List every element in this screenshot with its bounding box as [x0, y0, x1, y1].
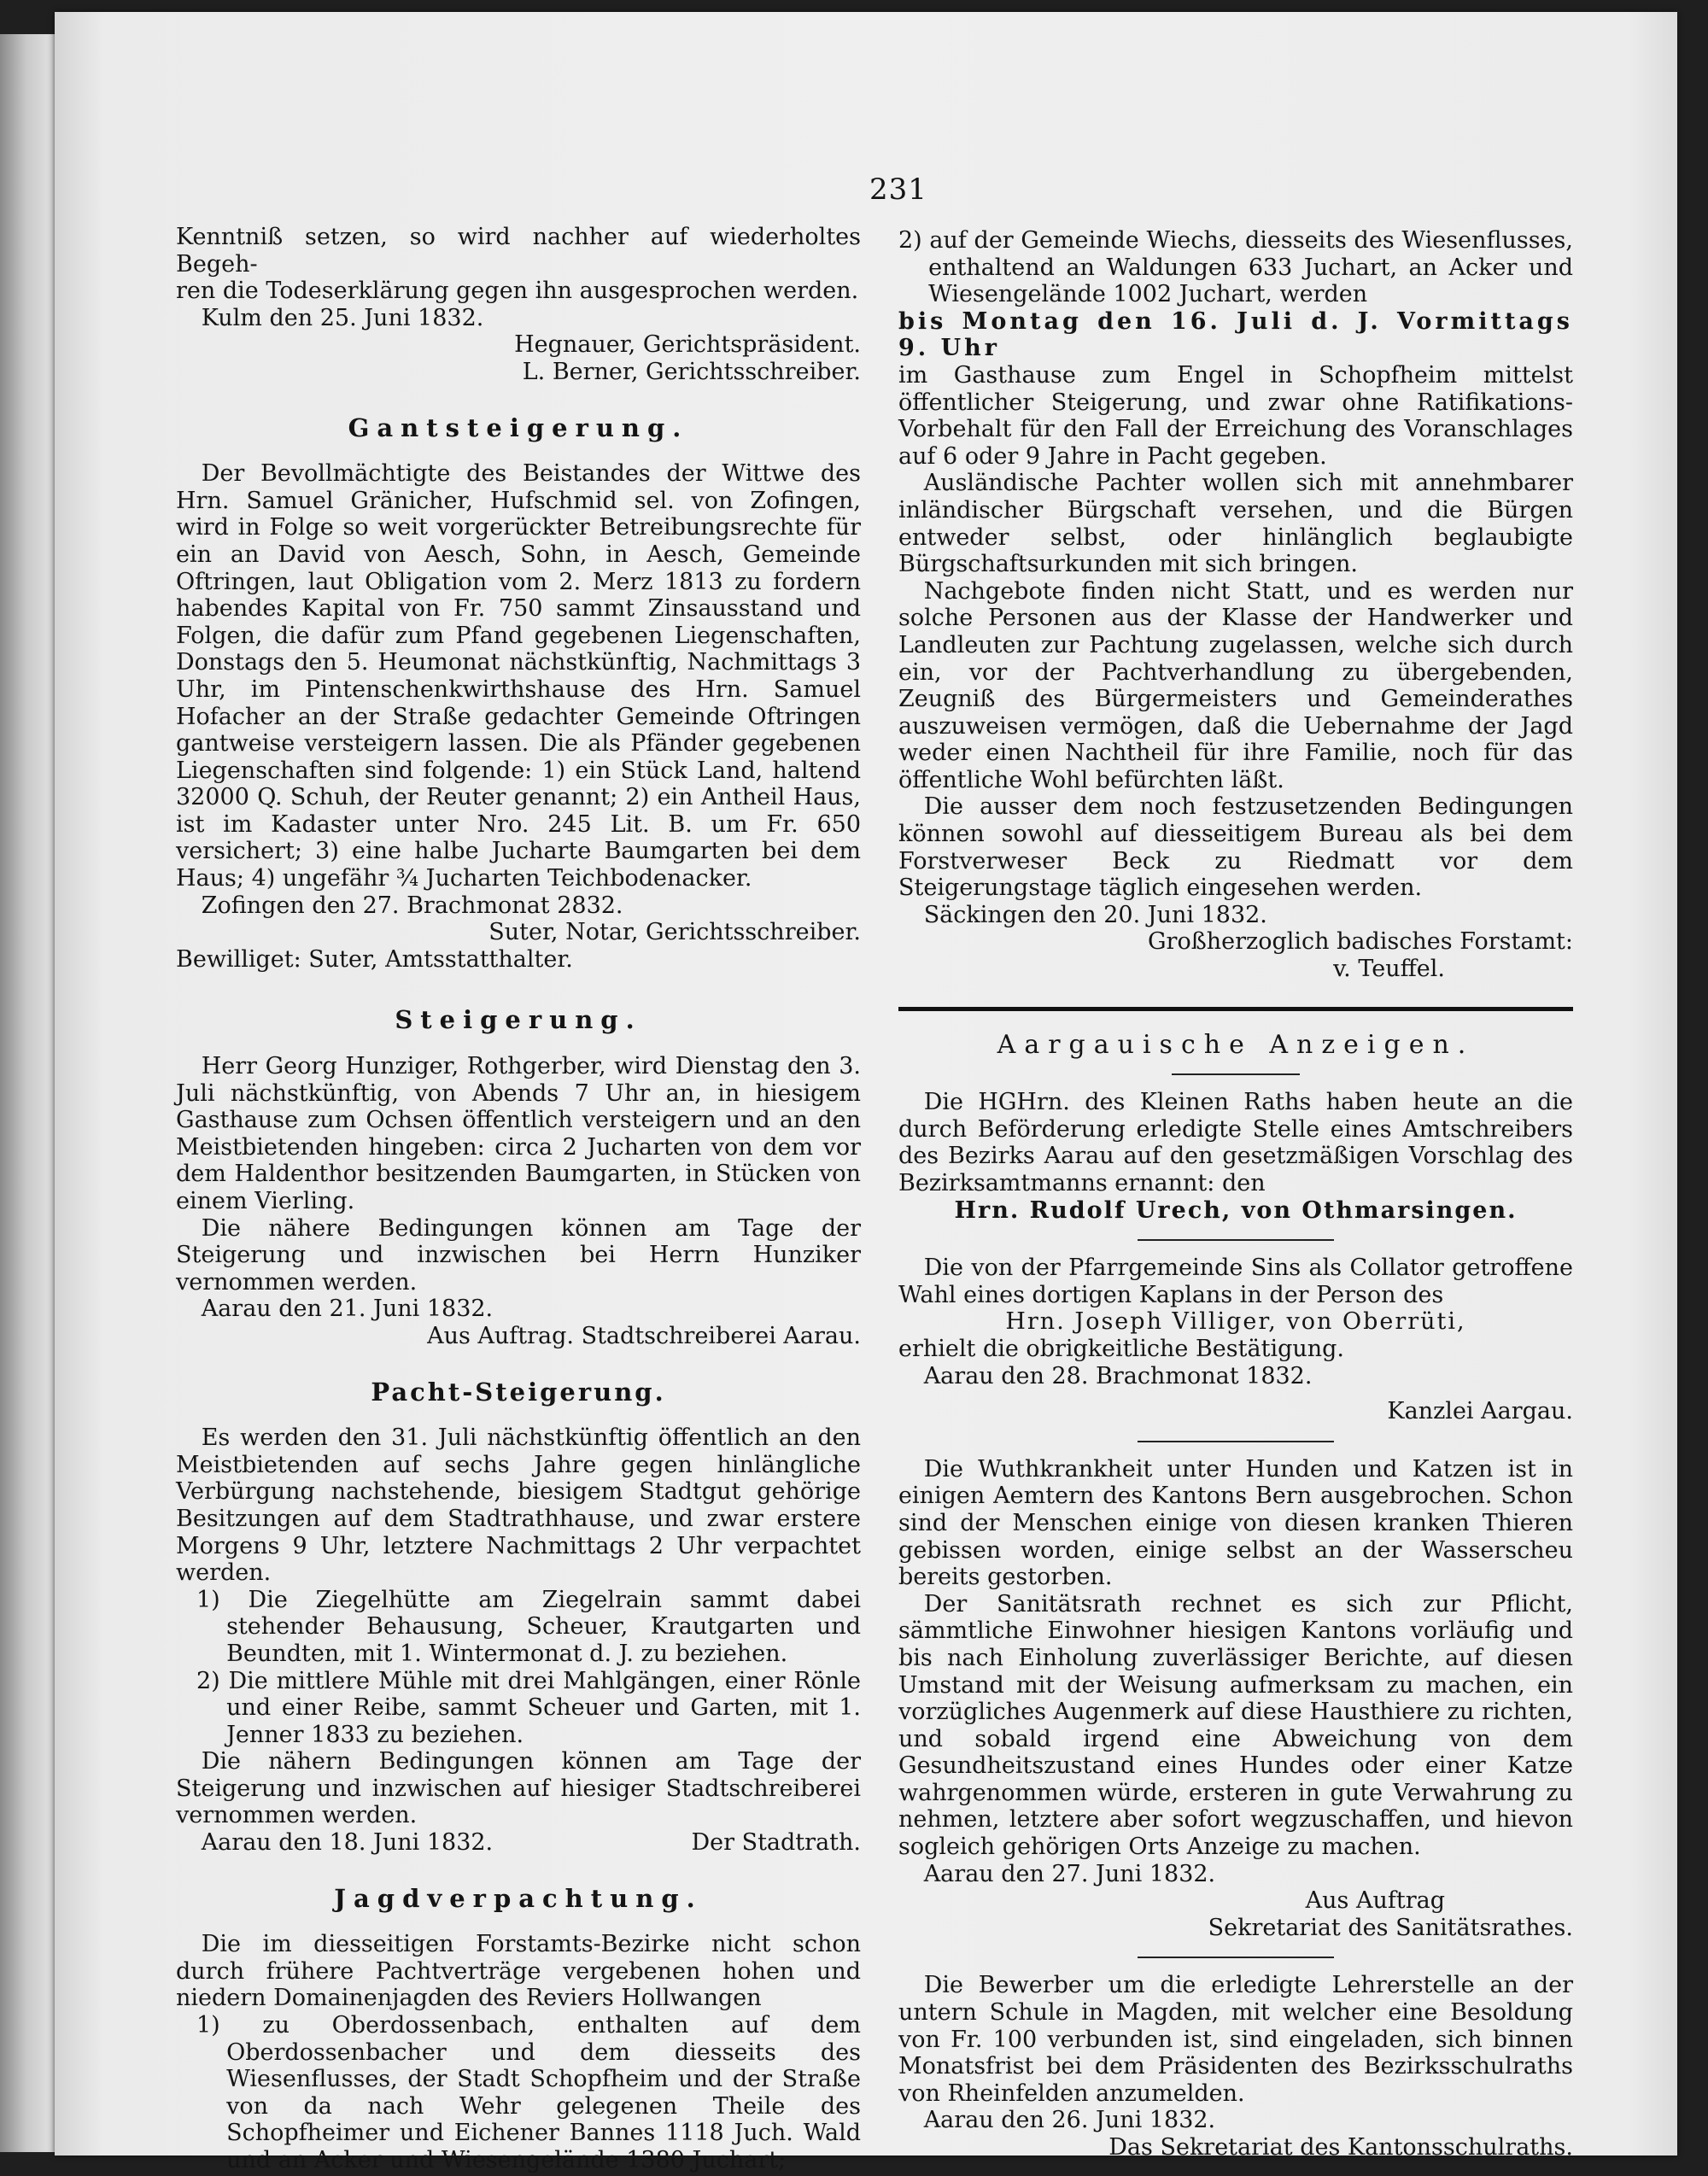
notice-heading: Pacht-Steigerung.	[371, 1377, 666, 1407]
place-date: Aarau den 27. Juni 1832.	[923, 1860, 1216, 1887]
notice-body: erhielt die obrigkeitliche Bestätigung.	[898, 1335, 1345, 1362]
signature: Hegnauer, Gerichtspräsident.	[514, 331, 861, 359]
place-date: Aarau den 21. Juni 1832.	[201, 1296, 494, 1323]
person-name: Hrn. Rudolf Urech, von Othmarsingen.	[954, 1196, 1518, 1224]
continuation-line-2: ren die Todeserklärung gegen ihn ausgesprochen werden.	[176, 278, 859, 305]
notice-gantsteigerung	[176, 412, 861, 974]
signature: v. Teuffel.	[1333, 956, 1445, 983]
notice-heading: Gantsteigerung.	[348, 412, 689, 442]
place-date: Aarau den 28. Brachmonat 1832.	[923, 1362, 1313, 1389]
place-date: Säckingen den 20. Juni 1832.	[923, 901, 1267, 928]
divider	[1138, 1239, 1334, 1241]
list-item: 1) Die Ziegelhütte am Ziegelrain sammt dabei stehender Behausung, Scheuer, Krautgarten und Beundten, mit 1. Wintermonat d. J. zu beziehen.	[196, 1586, 861, 1667]
notice-kaplan	[898, 1255, 1573, 1425]
notice-wuthkrankheit	[898, 1456, 1573, 1942]
deadline: bis Montag den 16. Juli d. J. Vormittags 9. Uhr	[898, 307, 1573, 362]
list-item: 1) zu Oberdossenbach, enthalten auf dem Oberdossenbacher und dem diesseits des Wiesenflusses, der Stadt Schopfheim und der Straße von da nach Wehr gelegenen Theile des Schopfheimer und Eichener Bannes 1118 Juch. Wald und an Acker und Wiesengelände 1380 Juchart;	[196, 2012, 861, 2173]
notice-body: Es werden den 31. Juli nächstkünftig öffentlich an den Meistbietenden auf sechs Jahre gegen hinlängliche Verbürgung nachstehende, biesigem Stadtgut gehörige Besitzungen auf dem Stadtrathhause, und zwar erstere Morgens 9 Uhr, letztere Nachmittags 2 Uhr verpachtet werden.	[176, 1424, 861, 1587]
signature: Suter, Notar, Gerichtsschreiber.	[488, 919, 861, 946]
notice-body: Die ausser dem noch festzusetzenden Bedingungen können sowohl auf diesseitigem Bureau als bei dem Forstverweser Beck zu Riedmatt vor dem Steigerungstage täglich eingesehen werden.	[898, 793, 1573, 902]
signature: Kanzlei Aargau.	[1387, 1398, 1573, 1425]
signature: Aus Auftrag	[1305, 1887, 1445, 1915]
notice-body: Der Sanitätsrath rechnet es sich zur Pflicht, sämmtliche Einwohner hiesigen Kantons vorläufig und bis nach Einholung zuverlässiger Berichte, auf diesen Umstand mit der Weisung aufmerksam zu machen, ein vorzügliches Augenmerk auf diese Hausthiere zu richten, und sobald irgend eine Abweichung von dem Gesundheitszustand eines Hundes oder einer Katze wahrgenommen würde, ersteren in gute Verwahrung zu nehmen, letztere aber sofort wegzuschaffen, und hievon sogleich gehörigen Orts Anzeige zu machen.	[898, 1590, 1573, 1861]
section-divider	[898, 1007, 1573, 1011]
notice-body: Der Bevollmächtigte des Beistandes der Wittwe des Hrn. Samuel Gränicher, Hufschmid sel. von Zofingen, wird in Folge so weit vorgerückter Betreibungsrechte für ein an David von Aesch, Sohn, in Aesch, Gemeinde Oftringen, laut Obligation vom 2. Merz 1813 zu fordern habendes Kapital von Fr. 750 sammt Zinsausstand und Folgen, die dafür zum Pfand gegebenen Liegenschaften, Donstags den 5. Heumonat nächstkünftig, Nachmittags 3 Uhr, im Pintenschenkwirthshause des Hrn. Samuel Hofacher an der Straße gedachter Gemeinde Oftringen gantweise versteigern lassen. Die als Pfänder gegebenen Liegenschaften sind folgende: 1) ein Stück Land, haltend 32000 Q. Schuh, der Reuter genannt; 2) ein Antheil Haus, ist im Kadaster unter Nro. 245 Lit. B. um Fr. 650 versichert; 3) eine halbe Jucharte Baumgarten bei dem Haus; 4) ungefähr ¾ Jucharten Teichbodenacker.	[176, 460, 861, 892]
signature: Das Sekretariat des Kantonsschulraths.	[1108, 2134, 1573, 2161]
notice-pacht-steigerung	[176, 1379, 861, 1857]
notice-body: Die nähere Bedingungen können am Tage der Steigerung und inzwischen bei Herrn Hunziker vernommen werden.	[176, 1214, 861, 1296]
signature: Sekretariat des Sanitätsrathes.	[1208, 1914, 1573, 1941]
notice-body: Die HGHrn. des Kleinen Raths haben heute an die durch Beförderung erledigte Stelle eines Amtschreibers des Bezirks Aarau auf den gesetzmäßigen Vorschlag des Bezirksamtmanns ernannt: den	[898, 1089, 1573, 1196]
notice-body: Herr Georg Hunziger, Rothgerber, wird Dienstag den 3. Juli nächstkünftig, von Abends 7 Uhr an, in hiesigem Gasthause zum Ochsen öffentlich versteigern und an den Meistbietenden hingeben: circa 2 Jucharten von dem vor dem Haldenthor besitzenden Baumgarten, in Stücken von einem Vierling.	[176, 1053, 861, 1214]
divider	[1138, 1957, 1334, 1958]
date-signature-row	[176, 1829, 861, 1857]
person-name: Hrn. Joseph Villiger, von Oberrüti,	[1005, 1308, 1466, 1336]
place-date: Zofingen den 27. Brachmonat 2832.	[201, 892, 623, 919]
notice-body: Die nähern Bedingungen können am Tage der Steigerung und inzwischen auf hiesiger Stadtschreiberei vernommen werden.	[176, 1748, 861, 1829]
notice-body: im Gasthause zum Engel in Schopfheim mittelst öffentlicher Steigerung, und zwar ohne Ratifikations-Vorbehalt für den Fall der Erreichung des Voranschlages auf 6 oder 9 Jahre in Pacht gegeben.	[898, 361, 1573, 470]
place-date: Aarau den 26. Juni 1832.	[923, 2107, 1216, 2134]
notice-body: Ausländische Pachter wollen sich mit annehmbarer inländischer Bürgschaft versehen, und die Bürgen entweder selbst, oder hinlänglich beglaubigte Bürgschaftsurkunden mit sich bringen.	[898, 470, 1573, 578]
notice-steigerung	[176, 1007, 861, 1349]
signature: Aus Auftrag. Stadtschreiberei Aarau.	[427, 1322, 861, 1349]
place-date: Aarau den 18. Juni 1832.	[201, 1829, 494, 1857]
divider	[1138, 1441, 1334, 1442]
notice-heading: Jagdverpachtung.	[334, 1883, 703, 1913]
notice-body: Nachgebote finden nicht Statt, und es werden nur solche Personen aus der Klasse der Handwerker und Landleuten zur Pachtung zugelassen, welche sich durch ein, vor der Pachtverhandlung zu übergebenden, Zeugniß des Bürgermeisters und Gemeinderathes auszuweisen vermögen, daß die Uebernahme der Jagd weder einen Nachtheil für ihre Familie, noch für das öffentliche Wohl befürchten läßt.	[898, 577, 1573, 793]
section-title: Aargauische Anzeigen.	[997, 1029, 1475, 1060]
notice-body: Die von der Pfarrgemeinde Sins als Collator getroffene Wahl eines dortigen Kaplans in der Person des	[898, 1255, 1573, 1308]
newspaper-page	[55, 12, 1677, 2173]
right-column	[898, 227, 1573, 2161]
page-number: 231	[869, 173, 927, 207]
notice-body: Die im diesseitigen Forstamts-Bezirke nicht schon durch frühere Pachtverträge vergebenen hohen und niedern Domainenjagden des Reviers Hollwangen	[176, 1931, 861, 2012]
signature: L. Berner, Gerichtsschreiber.	[522, 358, 861, 385]
approval: Bewilliget: Suter, Amtsstatthalter.	[176, 945, 573, 973]
signature: Großherzoglich badisches Forstamt:	[1147, 928, 1573, 956]
left-column	[176, 224, 861, 2174]
notice-body: Die Bewerber um die erledigte Lehrerstelle an der untern Schule in Magden, mit welcher eine Besoldung von Fr. 100 verbunden ist, sind eingeladen, sich binnen Monatsfrist bei dem Präsidenten des Bezirksschulraths von Rheinfelden anzumelden.	[898, 1972, 1573, 2107]
list-item: 2) auf der Gemeinde Wiechs, diesseits des Wiesenflusses, enthaltend an Waldungen 633 Juchart, an Acker und Wiesengelände 1002 Juchart, werden	[898, 227, 1573, 308]
place-date: Kulm den 25. Juni 1832.	[201, 304, 484, 331]
notice-body: Die Wuthkrankheit unter Hunden und Katzen ist in einigen Aemtern des Kantons Bern ausgebrochen. Schon sind der Menschen einige von diesen kranken Thieren gebissen worden, einige selbst an der Wasserscheu bereits gestorben.	[898, 1455, 1573, 1591]
list-item: 2) Die mittlere Mühle mit drei Mahlgängen, einer Rönle und einer Reibe, sammt Scheuer und Garten, mit 1. Jenner 1833 zu beziehen.	[196, 1667, 861, 1748]
notice-jagdverpachtung-continued	[898, 227, 1573, 983]
notice-lehrerstelle	[898, 1972, 1573, 2161]
notice-amtschreiber	[898, 1089, 1573, 1224]
notice-heading: Steigerung.	[395, 1005, 642, 1035]
notice-jagdverpachtung	[176, 1883, 861, 2174]
divider	[1172, 1073, 1300, 1075]
continuation-line-1: Kenntniß setzen, so wird nachher auf wiederholtes Begeh-	[176, 224, 861, 278]
notice-continuation	[176, 224, 861, 386]
signature: Der Stadtrath.	[691, 1829, 861, 1857]
